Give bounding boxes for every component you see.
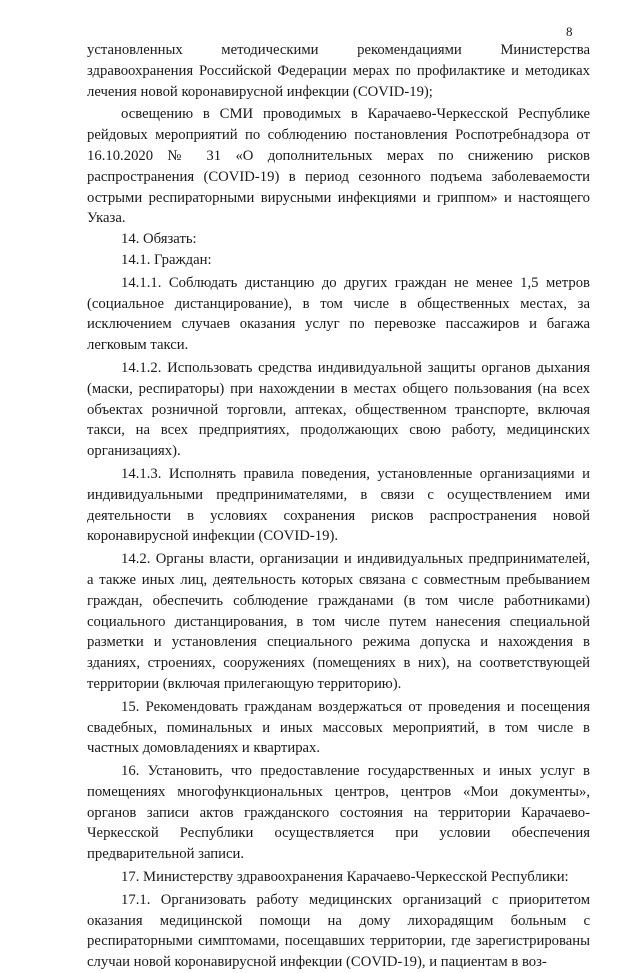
paragraph: 14.2. Органы власти, организации и индивидуальных предпринимателей, а также иных лиц, деятельность которых связана с совместным пребыванием граждан, обеспечить соблюдение гражданами (в том числе работниками) социального дистанцирования, в том числе путем нанесения специальной разметки и установления специального режима допуска и нахождения в зданиях, строениях, сооружениях (помещениях в них), на соответствующей территории (включая прилегающую территорию). (87, 551, 590, 692)
paragraph: 14.1.3. Исполнять правила поведения, установленные организациями и индивидуальными предпринимателями, в связи с осуществлением ими деятельности в условиях сохранения рисков распространения новой коронавирусной инфекции (COVID-19). (87, 465, 590, 545)
paragraph: 14.1. Граждан: (121, 251, 212, 268)
document-body (87, 40, 590, 973)
paragraph: 15. Рекомендовать гражданам воздержаться от проведения и посещения свадебных, поминальных и иных массовых мероприятий, в том числе в частных домовладениях и квартирах. (87, 698, 590, 757)
paragraph: 17.1. Организовать работу медицинских организаций с приоритетом оказания медицинской помощи на дому лихорадящим больным с респираторными симптомами, посещавших территории, где зарегистрированы случаи новой коронавирусной инфекции (COVID-19), и пациентам в воз- (87, 891, 590, 971)
paragraph: освещению в СМИ проводимых в Карачаево-Черкесской Республике рейдовых мероприятий по соблюдению постановления Роспотребнадзора от 16.10.2020 № 31 «О дополнительных мерах по снижению рисков распространения (COVID-19) в период сезонного подъема заболеваемости острыми респираторными вирусными инфекциями и гриппом» и настоящего Указа. (87, 106, 590, 227)
paragraph: 16. Установить, что предоставление государственных и иных услуг в помещениях многофункциональных центров, центров «Мои документы», органов записи актов гражданского состояния на территории Карачаево-Черкесской Республики осуществляется при условии обеспечения предварительной записи. (87, 763, 590, 863)
page-number: 8 (566, 24, 573, 39)
paragraph: 14. Обязать: (121, 231, 197, 248)
paragraph: 14.1.1. Соблюдать дистанцию до других граждан не менее 1,5 метров (социальное дистанцирование), в том числе в общественных местах, за исключением случаев оказания услуг по перевозке пассажиров и багажа легковым такси. (87, 274, 590, 354)
paragraph: 14.1.2. Использовать средства индивидуальной защиты органов дыхания (маски, респираторы) при нахождении в местах общего пользования (на всех объектах розничной торговли, аптеках, общественном транспорте, включая такси, на всех предприятиях, продолжающих свою работу, медицинских организациях). (87, 359, 590, 460)
paragraph: 17. Министерству здравоохранения Карачаево-Черкесской Республики: (121, 869, 569, 886)
paragraph: установленных методическими рекомендациями Министерства здравоохранения Российской Федерации мерах по профилактике и методиках лечения новой коронавирусной инфекции (COVID-19); (87, 42, 590, 100)
